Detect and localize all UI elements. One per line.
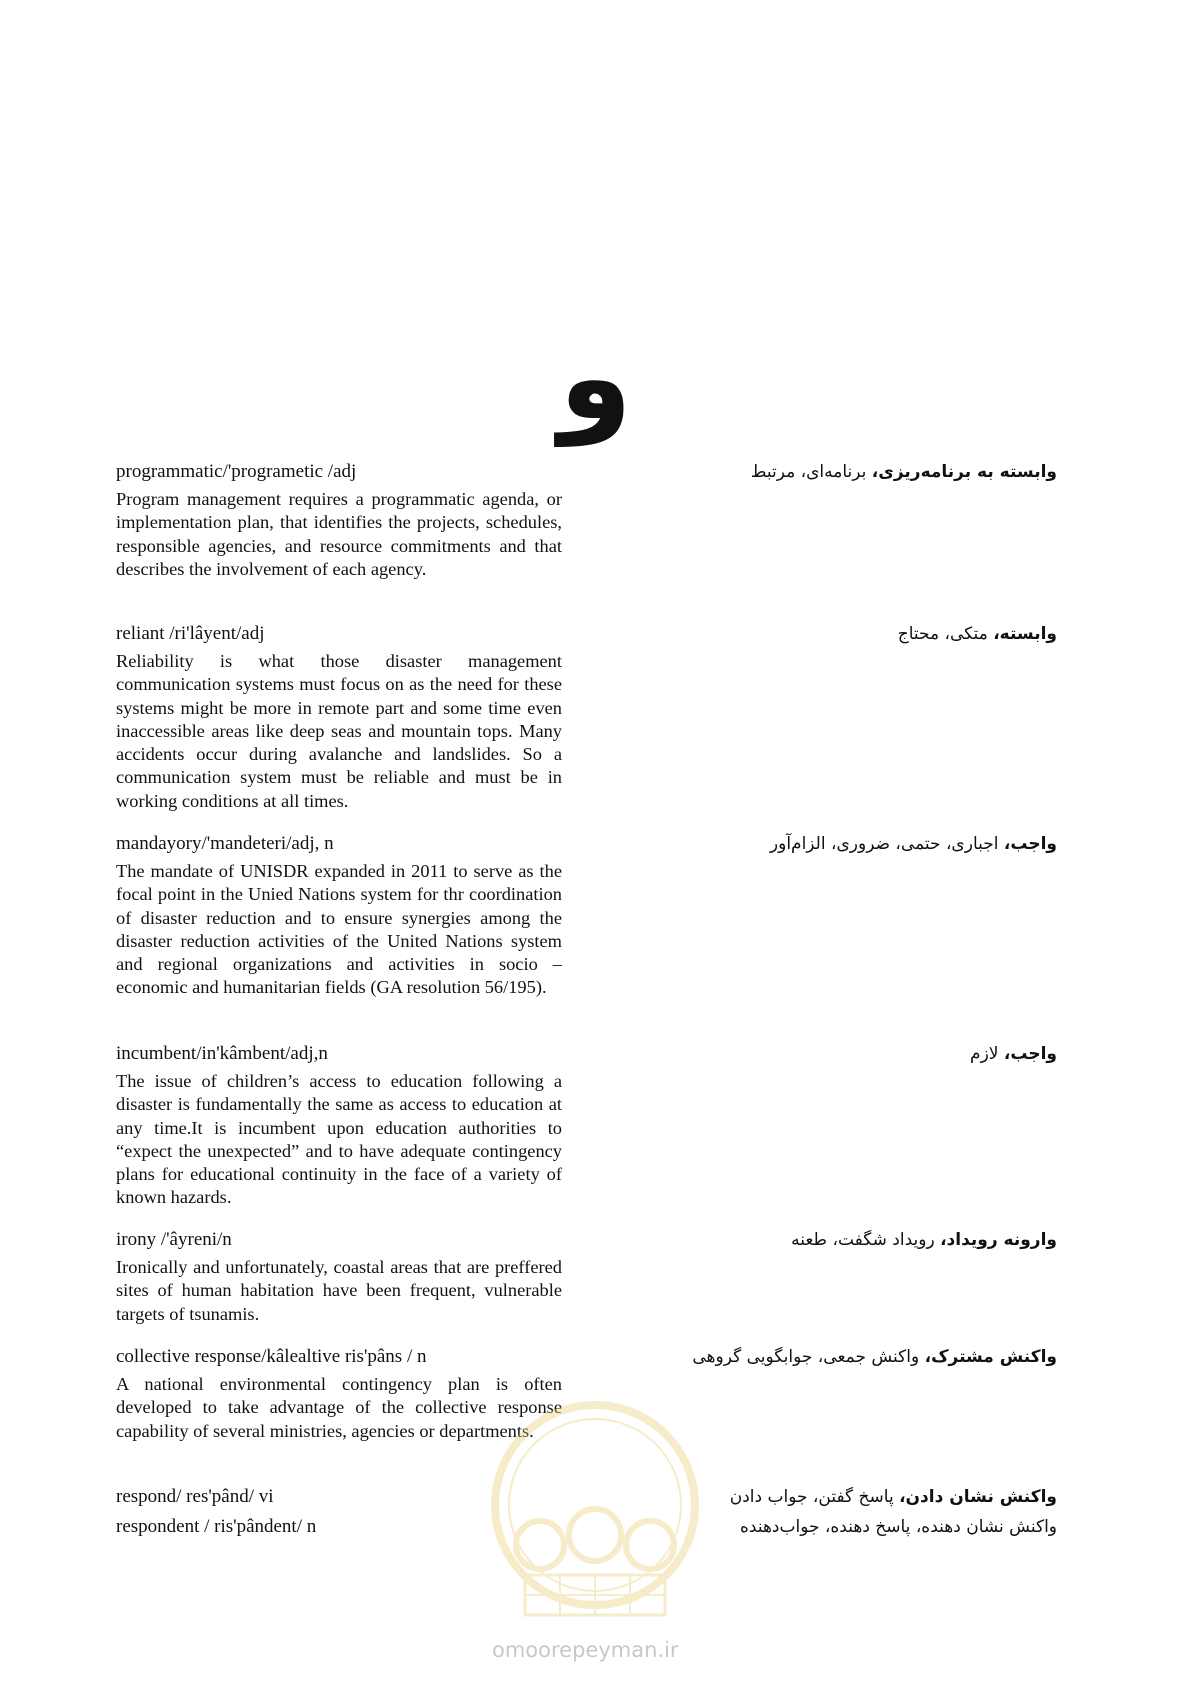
translation-headword: وابسته، (993, 624, 1057, 644)
entry-translation (770, 833, 1057, 855)
watermark-logo (480, 1395, 710, 1635)
entry-term: programmatic/'programetic /adj (116, 461, 357, 482)
section-letter: و (558, 308, 633, 446)
entry-translation (740, 1516, 1057, 1538)
entry-term: respond/ res'pând/ vi (116, 1486, 274, 1507)
entry-term: respondent / ris'pândent/ n (116, 1516, 317, 1537)
translation-synonyms: اجباری، حتمی، ضروری، الزام‌آور (769, 834, 1004, 854)
entry-term: incumbent/in'kâmbent/adj,n (116, 1043, 328, 1064)
entry-term: reliant /ri'lâyent/adj (116, 623, 265, 644)
entry-example: Program management requires a programmatic agenda, or implementation plan, that identifies the projects, schedules, responsible agencies, and resource commitments and that describes the involvement of each agency. (116, 489, 562, 579)
translation-synonyms: رویداد شگفت، طعنه (791, 1230, 941, 1250)
entry-translation (791, 1229, 1057, 1251)
entry-term: collective response/kâlealtive ris'pâns / n (116, 1346, 427, 1367)
translation-synonyms: برنامه‌ای، مرتبط (750, 462, 872, 482)
translation-synonyms: واکنش جمعی، جوابگویی گروهی (692, 1347, 925, 1367)
entry-example: Reliability is what those disaster management communication systems must focus on as the need for these systems might be more in remote part and some time even inaccessible areas like deep seas and mountain tops. Many accidents occur during avalanche and landslides. So a communication system must be reliable and must be in working conditions at all times. (116, 651, 562, 811)
entry-example: A national environmental contingency plan is often developed to take advantage of the collective response capability of several ministries, agencies or departments. (116, 1374, 562, 1441)
translation-synonyms: واکنش نشان دهنده، پاسخ دهنده، جواب‌دهنده (739, 1517, 1057, 1537)
entry-term: mandayory/'mandeteri/adj, n (116, 833, 334, 854)
entry-example: The issue of children’s access to education following a disaster is fundamentally the same as access to education at any time.It is incumbent upon education authorities to “expect the unexpected” and to have adequate contingency plans for educational continuity in the face of a variety of known hazards. (116, 1071, 562, 1208)
translation-synonyms: لازم (970, 1044, 1004, 1064)
entry-translation (692, 1346, 1057, 1368)
entry-translation (751, 461, 1057, 483)
entry-translation (970, 1043, 1057, 1065)
entry-term: irony /'âyreni/n (116, 1229, 232, 1250)
entry-example: Ironically and unfortunately, coastal areas that are preffered sites of human habitation have been frequent, vulnerable targets of tsunamis. (116, 1257, 562, 1324)
entry-translation (898, 623, 1057, 645)
translation-headword: واکنش نشان دادن، (899, 1487, 1057, 1507)
translation-headword: واجب، (1003, 1044, 1057, 1064)
translation-headword: واجب، (1003, 834, 1057, 854)
watermark-text: omoorepeyman.ir (492, 1638, 679, 1662)
translation-synonyms: متکی، محتاج (897, 624, 994, 644)
entry-example: The mandate of UNISDR expanded in 2011 to serve as the focal point in the Unied Nations system for thr coordination of disaster reduction and to ensure synergies among the disaster reduction activities of the United Nations system and regional organizations and activities in socio – economic and humanitarian fields (GA resolution 56/195). (116, 861, 562, 998)
entry-translation (730, 1486, 1057, 1508)
translation-headword: وارونه رویداد، (940, 1230, 1057, 1250)
translation-headword: واکنش مشترک، (924, 1347, 1057, 1367)
translation-headword: وابسته به برنامه‌ریزی، (871, 462, 1057, 482)
translation-synonyms: پاسخ گفتن، جواب دادن (729, 1487, 900, 1507)
